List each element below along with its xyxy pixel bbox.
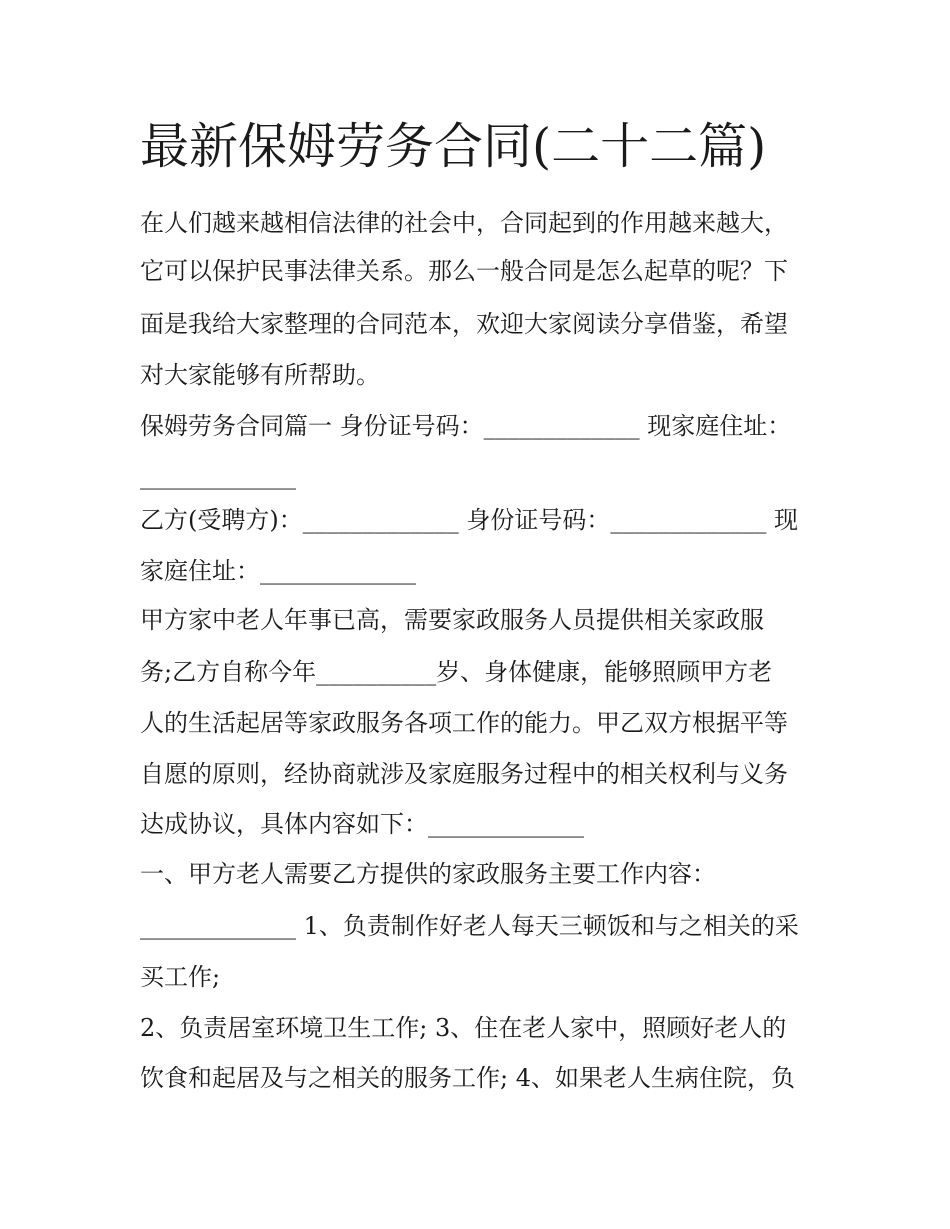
paragraph-line: 自愿的原则，经协商就涉及家庭服务过程中的相关权利与义务 — [140, 760, 788, 788]
paragraph-line: 甲方家中老人年事已高，需要家政服务人员提供相关家政服 — [140, 606, 764, 634]
paragraph-line: 人的生活起居等家政服务各项工作的能力。甲乙双方根据平等 — [140, 709, 788, 737]
paragraph-line: 它可以保护民事法律关系。那么一般合同是怎么起草的呢？下 — [140, 257, 788, 285]
paragraph-line: 在人们越来越相信法律的社会中，合同起到的作用越来越大， — [140, 209, 788, 237]
paragraph-line: 家庭住址：_____________ — [140, 557, 416, 585]
paragraph-line: 达成协议，具体内容如下：_____________ — [140, 810, 584, 838]
paragraph-line: 买工作; — [140, 963, 221, 991]
paragraph-line: _____________ — [140, 462, 296, 490]
paragraph-line: 对大家能够有所帮助。 — [140, 361, 380, 389]
document-title: 最新保姆劳务合同(二十二篇) — [140, 118, 767, 175]
paragraph-line: 乙方(受聘方)：_____________ 身份证号码：_____________ 现 — [140, 506, 798, 534]
paragraph-line: 务;乙方自称今年__________岁、身体健康，能够照顾甲方老 — [140, 658, 773, 686]
paragraph-line: 一、甲方老人需要乙方提供的家政服务主要工作内容： — [140, 860, 716, 888]
paragraph-line: 面是我给大家整理的合同范本，欢迎大家阅读分享借鉴，希望 — [140, 310, 788, 338]
paragraph-line: 保姆劳务合同篇一 身份证号码：_____________ 现家庭住址： — [140, 412, 792, 440]
paragraph-line: _____________ 1、负责制作好老人每天三顿饭和与之相关的采 — [140, 912, 799, 940]
paragraph-line: 饮食和起居及与之相关的服务工作; 4、如果老人生病住院，负 — [140, 1064, 795, 1092]
paragraph-line: 2、负责居室环境卫生工作; 3、住在老人家中，照顾好老人的 — [140, 1014, 787, 1042]
